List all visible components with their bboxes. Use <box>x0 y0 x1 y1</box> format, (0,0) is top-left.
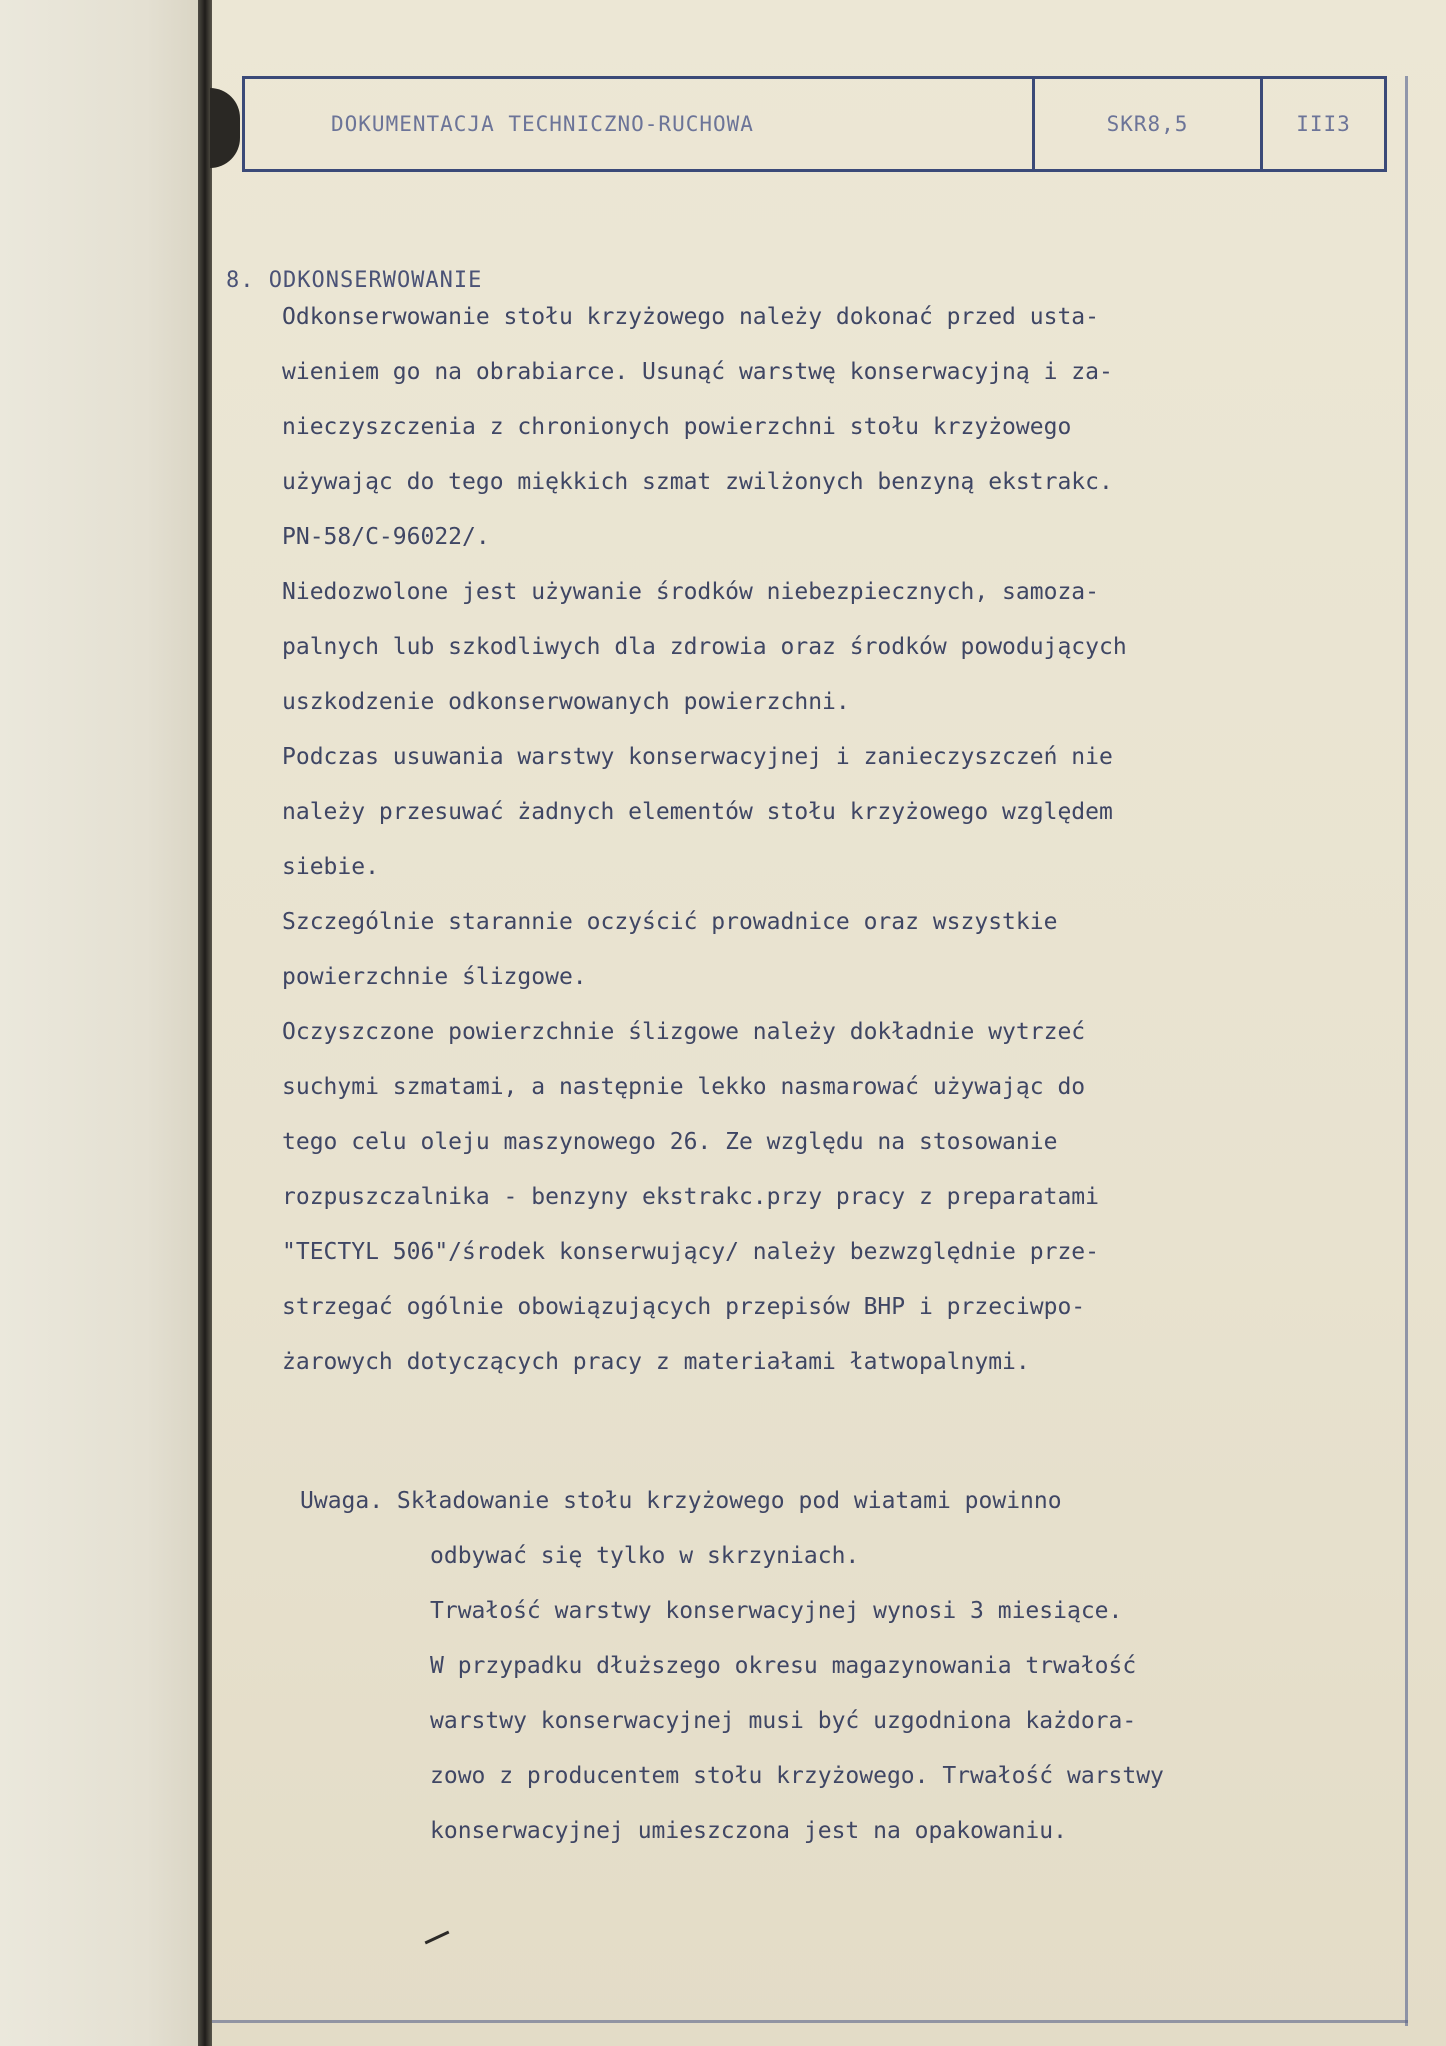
header-title-cell <box>245 79 1035 169</box>
section-title: 8. ODKONSERWOWANIE <box>226 268 483 293</box>
binding-margin <box>0 0 208 2046</box>
body-line: Podczas usuwania warstwy konserwacyjnej i zanieczyszczeń nie <box>282 744 1113 770</box>
body-line: palnych lub szkodliwych dla zdrowia oraz środków powodujących <box>282 634 1127 660</box>
body-line: "TECTYL 506"/środek konserwujący/ należy bezwzględnie prze- <box>282 1239 1099 1265</box>
body-line: powierzchnie ślizgowe. <box>282 964 587 990</box>
header-page-cell <box>1263 79 1384 169</box>
body-line: należy przesuwać żadnych elementów stołu krzyżowego względem <box>282 799 1113 825</box>
note-line: konserwacyjnej umieszczona jest na opakowaniu. <box>430 1818 1067 1844</box>
body-line: suchymi szmatami, a następnie lekko nasmarować używając do <box>282 1074 1086 1100</box>
section-body <box>282 290 1127 1390</box>
note-line: Uwaga. Składowanie stołu krzyżowego pod wiatami powinno <box>300 1488 1062 1514</box>
header-table <box>242 76 1387 172</box>
page-number: III3 <box>1296 112 1351 136</box>
note-block <box>300 1474 1164 1859</box>
body-line: PN-58/C-96022/. <box>282 524 490 550</box>
body-line: rozpuszczalnika - benzyny ekstrakc.przy pracy z preparatami <box>282 1184 1099 1210</box>
body-line: używając do tego miękkich szmat zwilżonych benzyną ekstrakc. <box>282 469 1113 495</box>
body-line: nieczyszczenia z chronionych powierzchni stołu krzyżowego <box>282 414 1072 440</box>
body-line: Niedozwolone jest używanie środków niebezpiecznych, samoza- <box>282 579 1099 605</box>
note-line: odbywać się tylko w skrzyniach. <box>430 1543 860 1569</box>
body-line: Odkonserwowanie stołu krzyżowego należy dokonać przed usta- <box>282 304 1099 330</box>
note-line: zowo z producentem stołu krzyżowego. Trwałość warstwy <box>430 1763 1164 1789</box>
header-code-cell <box>1035 79 1263 169</box>
body-line: tego celu oleju maszynowego 26. Ze względu na stosowanie <box>282 1129 1058 1155</box>
body-line: Oczyszczone powierzchnie ślizgowe należy dokładnie wytrzeć <box>282 1019 1086 1045</box>
bottom-margin-rule <box>212 2020 1408 2023</box>
binder-spine <box>198 0 212 2046</box>
body-line: strzegać ogólnie obowiązujących przepisów BHP i przeciwpo- <box>282 1294 1086 1320</box>
header-code: SKR8,5 <box>1106 112 1189 136</box>
header-title: DOKUMENTACJA TECHNICZNO-RUCHOWA <box>331 112 754 136</box>
right-margin-rule <box>1405 76 1408 2026</box>
note-line: warstwy konserwacyjnej musi być uzgodniona każdora- <box>430 1708 1137 1734</box>
body-line: żarowych dotyczących pracy z materiałami łatwopalnymi. <box>282 1349 1030 1375</box>
body-line: Szczególnie starannie oczyścić prowadnice oraz wszystkie <box>282 909 1058 935</box>
note-line: W przypadku dłuższego okresu magazynowania trwałość <box>430 1653 1137 1679</box>
note-line: Trwałość warstwy konserwacyjnej wynosi 3 miesiące. <box>430 1598 1123 1624</box>
body-line: wieniem go na obrabiarce. Usunąć warstwę konserwacyjną i za- <box>282 359 1113 385</box>
body-line: siebie. <box>282 854 379 880</box>
body-line: uszkodzenie odkonserwowanych powierzchni. <box>282 689 850 715</box>
